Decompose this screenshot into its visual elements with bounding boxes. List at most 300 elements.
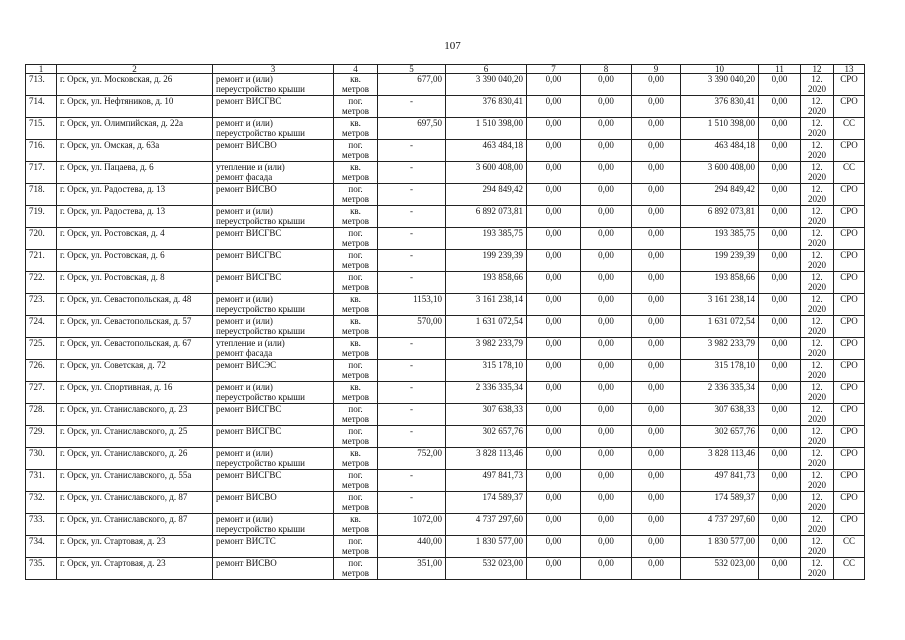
amount-cell-text: 0,00 <box>598 140 614 150</box>
funding-source-cell <box>834 536 865 558</box>
deadline-cell-text: 12. <box>811 162 823 172</box>
volume-cell-text: - <box>410 140 413 150</box>
funding-source-cell <box>834 404 865 426</box>
amount-cell-text: 0,00 <box>648 536 664 546</box>
amount-cell-text: 0,00 <box>598 184 614 194</box>
amount-cell-text: 3 982 233,79 <box>707 338 755 348</box>
amount-cell <box>632 514 681 536</box>
funding-source-cell <box>834 118 865 140</box>
address-cell <box>57 404 213 426</box>
deadline-cell <box>801 96 834 118</box>
volume-cell-text: - <box>410 184 413 194</box>
amount-cell <box>681 316 759 338</box>
amount-cell <box>581 404 632 426</box>
amount-cell <box>759 404 801 426</box>
work-type-cell-text: ремонт ВИСГВС <box>216 228 282 238</box>
work-type-cell <box>213 492 334 514</box>
amount-cell <box>759 492 801 514</box>
deadline-cell <box>801 184 834 206</box>
amount-cell <box>632 294 681 316</box>
deadline-cell-text: 12. <box>811 184 823 194</box>
unit-cell-text: метров <box>342 480 369 490</box>
row-number <box>26 492 57 514</box>
work-type-cell-text: ремонт фасада <box>216 348 273 358</box>
amount-cell <box>632 272 681 294</box>
amount-cell-text: 0,00 <box>545 206 562 216</box>
amount-cell-text: 0,00 <box>545 558 562 568</box>
amount-cell-text: 0,00 <box>545 426 562 436</box>
volume-cell <box>378 382 446 404</box>
amount-cell <box>759 228 801 250</box>
work-type-cell-text: ремонт ВИСТС <box>216 536 276 546</box>
address-cell <box>57 118 213 140</box>
amount-cell <box>681 162 759 184</box>
amount-cell-text: 0,00 <box>648 492 664 502</box>
unit-cell <box>334 514 378 536</box>
address-cell-text: г. Орск, ул. Севастопольская, д. 48 <box>60 294 192 304</box>
amount-cell-text: 0,00 <box>771 118 788 128</box>
volume-cell-text: - <box>410 360 413 370</box>
amount-cell-text: 0,00 <box>771 536 788 546</box>
deadline-cell-text: 2020 <box>808 414 826 424</box>
deadline-cell <box>801 228 834 250</box>
unit-cell <box>334 338 378 360</box>
volume-cell <box>378 140 446 162</box>
unit-cell-text: пог. <box>348 470 363 480</box>
volume-cell <box>378 74 446 96</box>
work-type-cell <box>213 118 334 140</box>
address-cell <box>57 294 213 316</box>
amount-cell <box>581 206 632 228</box>
amount-cell <box>681 492 759 514</box>
work-type-cell <box>213 558 334 580</box>
row-number-text: 716. <box>29 140 45 150</box>
amount-cell <box>632 74 681 96</box>
amount-cell <box>759 338 801 360</box>
amount-cell <box>632 96 681 118</box>
unit-cell <box>334 382 378 404</box>
amount-cell-text: 0,00 <box>545 316 562 326</box>
row-number-text: 721. <box>29 250 45 260</box>
volume-cell-text: - <box>410 404 413 414</box>
funding-source-cell-text: СРО <box>840 228 858 238</box>
volume-cell <box>378 492 446 514</box>
amount-cell <box>581 426 632 448</box>
work-type-cell <box>213 162 334 184</box>
funding-source-cell <box>834 558 865 580</box>
deadline-cell-text: 2020 <box>808 84 826 94</box>
amount-cell-text: 0,00 <box>771 514 788 524</box>
amount-cell-text: 0,00 <box>648 74 664 84</box>
amount-cell-text: 376 830,41 <box>714 96 755 106</box>
row-number <box>26 118 57 140</box>
amount-cell <box>632 536 681 558</box>
column-header: 11 <box>759 65 801 74</box>
funding-source-cell-text: СРО <box>840 184 858 194</box>
funding-source-cell <box>834 74 865 96</box>
funding-source-cell <box>834 448 865 470</box>
amount-cell-text: 0,00 <box>598 228 614 238</box>
amount-cell-text: 0,00 <box>598 404 614 414</box>
volume-cell-text: - <box>410 162 413 172</box>
work-type-cell <box>213 96 334 118</box>
amount-cell <box>681 140 759 162</box>
amount-cell-text: 0,00 <box>771 206 788 216</box>
work-type-cell-text: переустройство крыши <box>216 458 305 468</box>
work-type-cell-text: ремонт и (или) <box>216 316 273 326</box>
address-cell-text: г. Орск, ул. Радостева, д. 13 <box>60 184 166 194</box>
address-cell <box>57 250 213 272</box>
amount-cell-text: 1 631 072,54 <box>707 316 755 326</box>
row-number-text: 732. <box>29 492 45 502</box>
deadline-cell-text: 2020 <box>808 172 826 182</box>
deadline-cell-text: 2020 <box>808 260 826 270</box>
funding-source-cell <box>834 470 865 492</box>
amount-cell-text: 0,00 <box>545 404 562 414</box>
amount-cell-text: 0,00 <box>648 338 664 348</box>
total-cost-cell <box>446 162 527 184</box>
volume-cell-text: 697,50 <box>417 118 442 128</box>
funding-source-cell-text: СРО <box>840 338 858 348</box>
repair-schedule-table <box>25 64 865 580</box>
total-cost-cell <box>446 426 527 448</box>
table-row <box>26 272 865 294</box>
deadline-cell <box>801 382 834 404</box>
address-cell-text: г. Орск, ул. Советская, д. 72 <box>60 360 166 370</box>
unit-cell <box>334 140 378 162</box>
address-cell-text: г. Орск, ул. Станиславского, д. 87 <box>60 514 188 524</box>
amount-cell-text: 0,00 <box>598 250 614 260</box>
deadline-cell-text: 12. <box>811 74 823 84</box>
table-row <box>26 426 865 448</box>
deadline-cell-text: 12. <box>811 470 823 480</box>
funding-source-cell-text: СС <box>842 118 855 128</box>
row-number-text: 713. <box>29 74 45 84</box>
amount-cell-text: 497 841,73 <box>714 470 755 480</box>
volume-cell <box>378 184 446 206</box>
amount-cell-text: 193 385,75 <box>714 228 755 238</box>
work-type-cell-text: ремонт и (или) <box>216 382 273 392</box>
amount-cell <box>581 162 632 184</box>
row-number-text: 729. <box>29 426 45 436</box>
total-cost-cell-text: 4 737 297,60 <box>475 514 523 524</box>
work-type-cell <box>213 470 334 492</box>
amount-cell <box>632 250 681 272</box>
unit-cell <box>334 74 378 96</box>
work-type-cell <box>213 228 334 250</box>
unit-cell-text: пог. <box>348 558 363 568</box>
amount-cell-text: 294 849,42 <box>714 184 755 194</box>
amount-cell <box>681 74 759 96</box>
volume-cell <box>378 338 446 360</box>
work-type-cell-text: ремонт и (или) <box>216 74 273 84</box>
deadline-cell-text: 2020 <box>808 216 826 226</box>
amount-cell <box>527 228 581 250</box>
amount-cell <box>527 470 581 492</box>
deadline-cell <box>801 316 834 338</box>
unit-cell <box>334 470 378 492</box>
row-number-text: 719. <box>29 206 45 216</box>
table-row <box>26 140 865 162</box>
amount-cell <box>581 250 632 272</box>
amount-cell-text: 0,00 <box>771 338 788 348</box>
volume-cell <box>378 250 446 272</box>
deadline-cell <box>801 470 834 492</box>
total-cost-cell-text: 193 858,66 <box>482 272 523 282</box>
row-number <box>26 140 57 162</box>
work-type-cell-text: ремонт и (или) <box>216 294 273 304</box>
table-row <box>26 118 865 140</box>
funding-source-cell <box>834 272 865 294</box>
amount-cell <box>527 448 581 470</box>
amount-cell-text: 0,00 <box>545 228 562 238</box>
work-type-cell <box>213 206 334 228</box>
amount-cell-text: 3 161 238,14 <box>707 294 755 304</box>
volume-cell-text: 351,00 <box>417 558 442 568</box>
address-cell-text: г. Орск, ул. Спортивная, д. 16 <box>60 382 173 392</box>
amount-cell-text: 302 657,76 <box>714 426 755 436</box>
total-cost-cell <box>446 250 527 272</box>
amount-cell-text: 0,00 <box>648 514 664 524</box>
table-row <box>26 558 865 580</box>
total-cost-cell <box>446 272 527 294</box>
work-type-cell-text: переустройство крыши <box>216 84 305 94</box>
amount-cell-text: 0,00 <box>545 118 562 128</box>
unit-cell-text: кв. <box>350 514 361 524</box>
amount-cell-text: 0,00 <box>648 228 664 238</box>
amount-cell-text: 174 589,37 <box>714 492 755 502</box>
address-cell <box>57 536 213 558</box>
unit-cell-text: пог. <box>348 184 363 194</box>
amount-cell-text: 0,00 <box>598 74 614 84</box>
unit-cell-text: метров <box>342 216 369 226</box>
deadline-cell <box>801 74 834 96</box>
funding-source-cell-text: СРО <box>840 404 858 414</box>
amount-cell <box>581 74 632 96</box>
amount-cell <box>681 558 759 580</box>
table-row <box>26 360 865 382</box>
unit-cell <box>334 206 378 228</box>
amount-cell-text: 2 336 335,34 <box>707 382 755 392</box>
address-cell-text: г. Орск, ул. Ростовская, д. 4 <box>60 228 165 238</box>
deadline-cell <box>801 514 834 536</box>
deadline-cell <box>801 250 834 272</box>
table-row <box>26 536 865 558</box>
unit-cell <box>334 360 378 382</box>
amount-cell-text: 0,00 <box>648 360 664 370</box>
total-cost-cell <box>446 382 527 404</box>
unit-cell-text: метров <box>342 150 369 160</box>
amount-cell-text: 0,00 <box>771 250 788 260</box>
amount-cell-text: 0,00 <box>598 426 614 436</box>
volume-cell-text: 677,00 <box>417 74 442 84</box>
volume-cell-text: - <box>410 492 413 502</box>
volume-cell-text: 752,00 <box>417 448 442 458</box>
row-number <box>26 360 57 382</box>
volume-cell <box>378 96 446 118</box>
work-type-cell-text: переустройство крыши <box>216 326 305 336</box>
amount-cell <box>527 536 581 558</box>
deadline-cell-text: 2020 <box>808 282 826 292</box>
deadline-cell-text: 12. <box>811 382 823 392</box>
unit-cell-text: метров <box>342 348 369 358</box>
funding-source-cell-text: СРО <box>840 448 858 458</box>
unit-cell <box>334 184 378 206</box>
row-number-text: 725. <box>29 338 45 348</box>
unit-cell-text: кв. <box>350 162 361 172</box>
total-cost-cell-text: 3 982 233,79 <box>475 338 523 348</box>
address-cell <box>57 382 213 404</box>
address-cell <box>57 162 213 184</box>
row-number <box>26 206 57 228</box>
amount-cell-text: 307 638,33 <box>714 404 755 414</box>
total-cost-cell <box>446 492 527 514</box>
amount-cell <box>581 514 632 536</box>
deadline-cell-text: 12. <box>811 404 823 414</box>
amount-cell <box>581 448 632 470</box>
unit-cell-text: кв. <box>350 118 361 128</box>
unit-cell-text: метров <box>342 84 369 94</box>
deadline-cell-text: 12. <box>811 426 823 436</box>
amount-cell-text: 0,00 <box>648 404 664 414</box>
row-number <box>26 316 57 338</box>
address-cell-text: г. Орск, ул. Ростовская, д. 8 <box>60 272 165 282</box>
amount-cell <box>632 404 681 426</box>
volume-cell-text: - <box>410 470 413 480</box>
amount-cell <box>681 514 759 536</box>
amount-cell-text: 0,00 <box>648 96 664 106</box>
total-cost-cell-text: 532 023,00 <box>482 558 523 568</box>
unit-cell-text: метров <box>342 106 369 116</box>
row-number <box>26 404 57 426</box>
amount-cell <box>527 184 581 206</box>
address-cell-text: г. Орск, ул. Станиславского, д. 25 <box>60 426 188 436</box>
unit-cell-text: пог. <box>348 250 363 260</box>
amount-cell-text: 0,00 <box>771 228 788 238</box>
amount-cell-text: 0,00 <box>598 360 614 370</box>
amount-cell <box>759 382 801 404</box>
deadline-cell <box>801 272 834 294</box>
funding-source-cell-text: СС <box>842 536 855 546</box>
deadline-cell-text: 2020 <box>808 436 826 446</box>
address-cell-text: г. Орск, ул. Пацаева, д. 6 <box>60 162 154 172</box>
unit-cell <box>334 404 378 426</box>
amount-cell-text: 0,00 <box>648 316 664 326</box>
amount-cell <box>759 96 801 118</box>
amount-cell-text: 199 239,39 <box>714 250 755 260</box>
volume-cell <box>378 448 446 470</box>
unit-cell-text: кв. <box>350 74 361 84</box>
deadline-cell-text: 12. <box>811 448 823 458</box>
funding-source-cell-text: СС <box>842 162 855 172</box>
amount-cell <box>581 228 632 250</box>
amount-cell-text: 0,00 <box>545 272 562 282</box>
work-type-cell <box>213 536 334 558</box>
total-cost-cell <box>446 448 527 470</box>
total-cost-cell-text: 193 385,75 <box>482 228 523 238</box>
unit-cell <box>334 316 378 338</box>
unit-cell <box>334 118 378 140</box>
amount-cell-text: 463 484,18 <box>714 140 755 150</box>
amount-cell-text: 0,00 <box>545 492 562 502</box>
work-type-cell <box>213 74 334 96</box>
deadline-cell-text: 2020 <box>808 106 826 116</box>
address-cell <box>57 206 213 228</box>
volume-cell <box>378 514 446 536</box>
funding-source-cell-text: СРО <box>840 316 858 326</box>
amount-cell-text: 0,00 <box>545 294 562 304</box>
table-row <box>26 492 865 514</box>
address-cell <box>57 360 213 382</box>
amount-cell <box>681 404 759 426</box>
deadline-cell <box>801 294 834 316</box>
amount-cell-text: 3 828 113,46 <box>708 448 755 458</box>
deadline-cell-text: 2020 <box>808 524 826 534</box>
unit-cell <box>334 492 378 514</box>
work-type-cell <box>213 426 334 448</box>
work-type-cell <box>213 250 334 272</box>
funding-source-cell <box>834 250 865 272</box>
amount-cell-text: 193 858,66 <box>714 272 755 282</box>
amount-cell <box>681 272 759 294</box>
deadline-cell <box>801 404 834 426</box>
deadline-cell-text: 2020 <box>808 458 826 468</box>
funding-source-cell <box>834 228 865 250</box>
address-cell <box>57 514 213 536</box>
deadline-cell-text: 2020 <box>808 348 826 358</box>
deadline-cell-text: 2020 <box>808 128 826 138</box>
column-header: 5 <box>378 65 446 74</box>
row-number-text: 726. <box>29 360 45 370</box>
deadline-cell-text: 2020 <box>808 370 826 380</box>
amount-cell <box>759 294 801 316</box>
amount-cell <box>581 140 632 162</box>
deadline-cell-text: 12. <box>811 272 823 282</box>
deadline-cell <box>801 558 834 580</box>
unit-cell-text: метров <box>342 304 369 314</box>
deadline-cell <box>801 162 834 184</box>
funding-source-cell-text: СРО <box>840 360 858 370</box>
amount-cell-text: 0,00 <box>598 96 614 106</box>
address-cell <box>57 470 213 492</box>
funding-source-cell <box>834 140 865 162</box>
unit-cell-text: кв. <box>350 294 361 304</box>
volume-cell-text: - <box>410 96 413 106</box>
deadline-cell-text: 2020 <box>808 546 826 556</box>
amount-cell-text: 0,00 <box>771 316 788 326</box>
table-row <box>26 96 865 118</box>
amount-cell <box>527 250 581 272</box>
amount-cell <box>759 184 801 206</box>
amount-cell-text: 0,00 <box>598 294 614 304</box>
column-number-row <box>26 65 865 74</box>
row-number-text: 733. <box>29 514 45 524</box>
unit-cell <box>334 294 378 316</box>
unit-cell-text: метров <box>342 436 369 446</box>
address-cell-text: г. Орск, ул. Станиславского, д. 87 <box>60 492 188 502</box>
unit-cell <box>334 96 378 118</box>
table-row <box>26 74 865 96</box>
unit-cell-text: пог. <box>348 426 363 436</box>
address-cell-text: г. Орск, ул. Станиславского, д. 26 <box>60 448 188 458</box>
funding-source-cell-text: СРО <box>840 272 858 282</box>
amount-cell-text: 0,00 <box>545 382 562 392</box>
amount-cell <box>527 294 581 316</box>
address-cell-text: г. Орск, ул. Московская, д. 26 <box>60 74 173 84</box>
amount-cell-text: 0,00 <box>598 492 614 502</box>
work-type-cell <box>213 184 334 206</box>
funding-source-cell-text: СРО <box>840 426 858 436</box>
